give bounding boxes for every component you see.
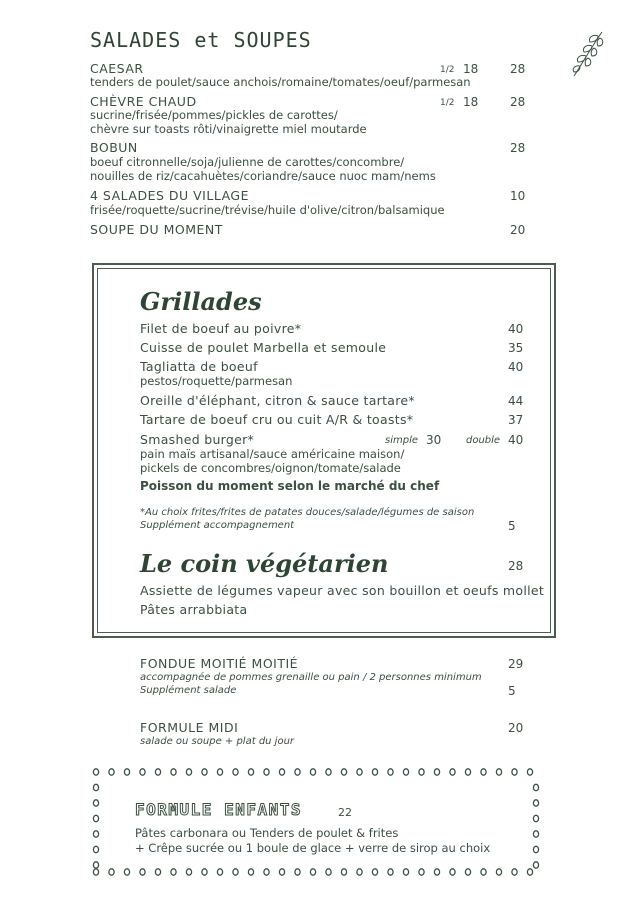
border-dot	[357, 769, 362, 775]
salade-bobun-desc-2: nouilles de riz/cacahuètes/coriandre/sauce nuoc mam/nems	[90, 169, 436, 183]
border-dot	[481, 769, 486, 775]
border-dot	[310, 869, 315, 875]
border-dot	[295, 769, 300, 775]
formule-midi-price: 20	[508, 721, 524, 735]
border-dot	[512, 769, 517, 775]
salade-chevre-half-price: 18	[463, 95, 479, 109]
salade-bobun-desc-1: boeuf citronnelle/soja/julienne de carottes/concombre/	[90, 155, 405, 169]
border-dot	[533, 831, 538, 837]
border-dot	[357, 869, 362, 875]
fondue-name: FONDUE MOITIÉ MOITIÉ	[140, 656, 299, 671]
border-dot	[465, 769, 470, 775]
grillade-tagliatta-desc: pestos/roquette/parmesan	[140, 374, 293, 388]
enfants-price: 22	[338, 806, 352, 819]
border-dot	[186, 769, 191, 775]
border-dot	[372, 769, 377, 775]
border-dot	[533, 800, 538, 806]
border-dot	[140, 869, 145, 875]
border-dot	[93, 869, 98, 875]
border-dot	[279, 769, 284, 775]
border-dot	[419, 769, 424, 775]
salade-caesar-name: CAESAR	[90, 61, 144, 76]
border-dot	[109, 769, 114, 775]
grillade-supplement: Supplément accompagnement	[140, 520, 295, 531]
salade-bobun-name: BOBUN	[90, 140, 138, 155]
border-dot	[186, 869, 191, 875]
formule-midi-desc: salade ou soupe + plat du jour	[140, 736, 295, 747]
border-dot	[124, 769, 129, 775]
grillade-oreille-name: Oreille d'éléphant, citron & sauce tartare*	[140, 393, 415, 408]
leaf-icon	[568, 28, 610, 80]
grillades-title: Grillades	[140, 287, 262, 316]
border-dot	[496, 769, 501, 775]
vegetarien-price: 28	[508, 559, 524, 573]
salade-village-price: 10	[510, 189, 526, 203]
grillade-supplement-price: 5	[508, 519, 516, 533]
border-dot	[93, 831, 98, 837]
enfants-line-1: Pâtes carbonara ou Tenders de poulet & frites	[135, 826, 399, 840]
grillade-tagliatta-price: 40	[508, 360, 524, 374]
vegetarien-title: Le coin végétarien	[140, 549, 389, 578]
border-dot	[124, 869, 129, 875]
border-dot	[388, 869, 393, 875]
vegetarien-item-1: Assiette de légumes vapeur avec son bouillon et oeufs mollet	[140, 583, 545, 598]
border-dot	[419, 869, 424, 875]
border-dot	[326, 769, 331, 775]
border-dot	[403, 769, 408, 775]
border-dot	[295, 869, 300, 875]
border-dot	[248, 869, 253, 875]
border-dot	[481, 869, 486, 875]
grillade-burger-name: Smashed burger*	[140, 432, 255, 447]
enfants-line-2: + Crêpe sucrée ou 1 boule de glace + verre de sirop au choix	[135, 841, 491, 855]
border-dot	[155, 769, 160, 775]
border-dot	[527, 869, 532, 875]
salade-village-desc: frisée/roquette/sucrine/trévise/huile d'olive/citron/balsamique	[90, 203, 445, 217]
border-dot	[233, 869, 238, 875]
soupe-name: SOUPE DU MOMENT	[90, 222, 223, 237]
border-dot	[171, 769, 176, 775]
border-dot	[434, 869, 439, 875]
salade-chevre-desc-2: chèvre sur toasts rôti/vinaigrette miel moutarde	[90, 122, 367, 136]
border-dot	[512, 869, 517, 875]
border-dot	[109, 869, 114, 875]
border-dot	[171, 869, 176, 875]
salade-caesar-price: 28	[510, 62, 526, 76]
border-dot	[279, 869, 284, 875]
grillade-tartare-price: 37	[508, 413, 524, 427]
salade-village-name: 4 SALADES DU VILLAGE	[90, 188, 249, 203]
border-dot	[388, 769, 393, 775]
border-dot	[372, 869, 377, 875]
border-dot	[264, 869, 269, 875]
fondue-price: 29	[508, 657, 524, 671]
salades-title: SALADES et SOUPES	[90, 28, 312, 52]
border-dot	[93, 846, 98, 852]
grillade-filet-name: Filet de boeuf au poivre*	[140, 321, 302, 336]
border-dot	[533, 784, 538, 790]
border-dot	[140, 769, 145, 775]
grillade-filet-price: 40	[508, 322, 524, 336]
salade-chevre-desc-1: sucrine/frisée/pommes/pickles de carottes/	[90, 108, 338, 122]
border-dot	[93, 815, 98, 821]
border-dot	[93, 800, 98, 806]
grillade-oreille-price: 44	[508, 394, 524, 408]
border-dot	[233, 769, 238, 775]
border-dot	[217, 869, 222, 875]
border-dot	[434, 769, 439, 775]
border-dot	[341, 769, 346, 775]
grillade-note: *Au choix frites/frites de patates douces/salade/légumes de saison	[140, 507, 475, 518]
salade-caesar-half-label: 1/2	[440, 65, 455, 75]
border-dot	[264, 769, 269, 775]
border-dot	[248, 769, 253, 775]
border-dot	[93, 784, 98, 790]
border-dot	[93, 862, 98, 868]
border-dot	[326, 869, 331, 875]
soupe-price: 20	[510, 223, 526, 237]
grillade-burger-double-price: 40	[508, 433, 524, 447]
grillade-burger-simple-price: 30	[426, 433, 442, 447]
fondue-supplement-price: 5	[508, 684, 516, 698]
grillade-tartare-name: Tartare de boeuf cru ou cuit A/R & toasts*	[140, 412, 414, 427]
border-dot	[533, 846, 538, 852]
grillade-burger-desc-1: pain maïs artisanal/sauce américaine maison/	[140, 447, 405, 461]
dot-border	[90, 766, 546, 878]
grillade-burger-desc-2: pickels de concombres/oignon/tomate/salade	[140, 461, 401, 475]
salade-caesar-half-price: 18	[463, 62, 479, 76]
grillade-burger-simple-label: simple	[385, 435, 419, 446]
border-dot	[527, 769, 532, 775]
grillade-burger-double-label: double	[466, 435, 501, 446]
border-dot	[465, 869, 470, 875]
border-dot	[310, 769, 315, 775]
salade-chevre-name: CHÈVRE CHAUD	[90, 94, 197, 109]
salade-bobun-price: 28	[510, 141, 526, 155]
grillade-tagliatta-name: Tagliatta de boeuf	[140, 359, 258, 374]
border-dot	[93, 769, 98, 775]
fondue-supplement: Supplément salade	[140, 685, 237, 696]
border-dot	[403, 869, 408, 875]
fondue-desc: accompagnée de pommes grenaille ou pain / 2 personnes minimum	[140, 672, 482, 683]
formule-midi-name: FORMULE MIDI	[140, 720, 239, 735]
border-dot	[202, 869, 207, 875]
salade-chevre-price: 28	[510, 95, 526, 109]
salade-chevre-half-label: 1/2	[440, 98, 455, 108]
border-dot	[533, 815, 538, 821]
grillade-poisson: Poisson du moment selon le marché du chef	[140, 479, 440, 493]
enfants-title: FORMULE ENFANTS	[135, 800, 302, 819]
border-dot	[217, 769, 222, 775]
border-dot	[450, 869, 455, 875]
vegetarien-item-2: Pâtes arrabbiata	[140, 602, 248, 617]
border-dot	[155, 869, 160, 875]
salade-caesar-desc: tenders de poulet/sauce anchois/romaine/tomates/oeuf/parmesan	[90, 75, 471, 89]
border-dot	[533, 862, 538, 868]
grillade-poulet-price: 35	[508, 341, 524, 355]
border-dot	[341, 869, 346, 875]
border-dot	[496, 869, 501, 875]
border-dot	[450, 769, 455, 775]
grillade-poulet-name: Cuisse de poulet Marbella et semoule	[140, 340, 387, 355]
border-dot	[202, 769, 207, 775]
